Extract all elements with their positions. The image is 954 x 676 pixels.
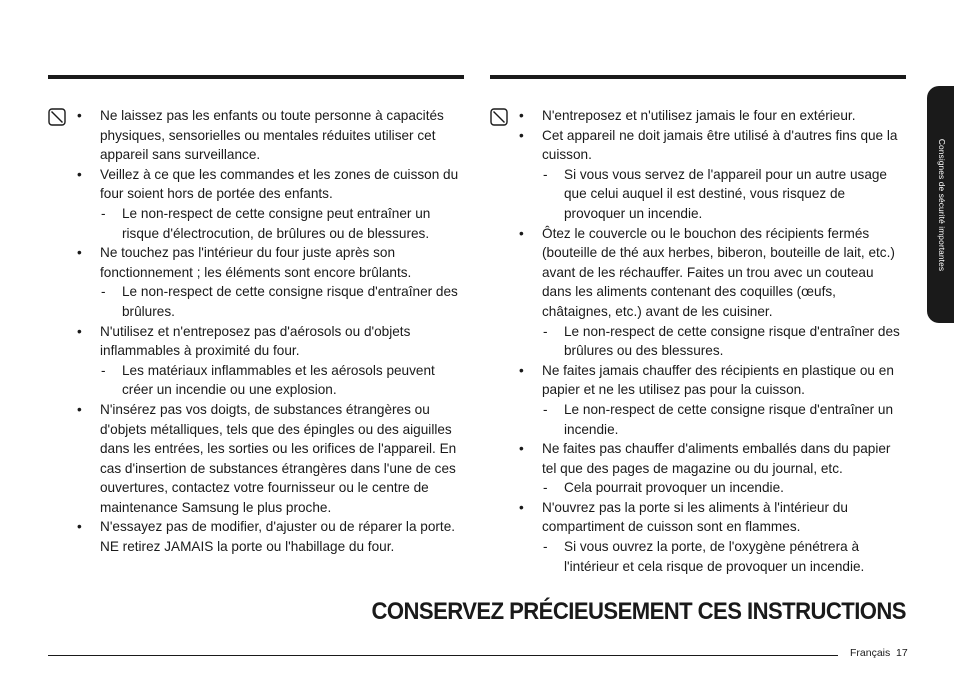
left-column-top-rule — [48, 75, 464, 79]
prohibited-icon — [490, 108, 508, 126]
right-column-top-rule — [490, 75, 906, 79]
prohibited-icon — [48, 108, 66, 126]
safety-list-right — [518, 106, 906, 576]
bullet-item — [76, 400, 464, 518]
sub-item: - Si vous vous servez de l'appareil pour un autre usage que celui auquel il est destiné, vous risquez de provoquer un incendie. — [542, 165, 906, 224]
sub-item: - Cela pourrait provoquer un incendie. — [542, 478, 906, 498]
bullet-text: Ôtez le couvercle ou le bouchon des récipients fermés (bouteille de thé aux herbes, biberon, bouteille de lait, etc.) avant de les réchauffer. Faites un trou avec un couteau dans les aliments contenant des coquilles (œufs, châtaignes, etc.) avant de les cuisiner. — [542, 225, 895, 319]
sub-list — [100, 204, 464, 243]
bullet-text: Cet appareil ne doit jamais être utilisé à d'autres fins que la cuisson. — [542, 127, 898, 163]
bullet-text: N'insérez pas vos doigts, de substances étrangères ou d'objets métalliques, tels que des épingles ou des aiguilles dans les entrées, les sorties ou les orifices de l'appareil. En cas d'insertion de substances étrangères dans l'une de ces ouvertures, contactez votre fournisseur ou le centre de maintenance Samsung le plus proche. — [100, 401, 457, 515]
bullet-item — [518, 126, 906, 224]
sub-list — [542, 165, 906, 224]
sub-list — [542, 478, 906, 498]
bullet-item — [518, 498, 906, 576]
bullet-text: Ne laissez pas les enfants ou toute personne à capacités physiques, sensorielles ou mentales réduites utiliser cet appareil sans surveillance. — [100, 108, 444, 163]
sub-list — [542, 537, 906, 576]
sub-item: - Les matériaux inflammables et les aérosols peuvent créer un incendie ou une explosion. — [100, 361, 464, 400]
bullet-item — [76, 322, 464, 400]
footer-language: Français — [850, 647, 891, 659]
sub-list — [100, 282, 464, 321]
bullet-item — [76, 243, 464, 321]
bullet-item — [76, 517, 464, 556]
footer-rule — [48, 655, 838, 656]
bullet-item — [518, 439, 906, 498]
sub-list — [542, 322, 906, 361]
sub-item: - Le non-respect de cette consigne peut entraîner un risque d'électrocution, de brûlures ou de blessures. — [100, 204, 464, 243]
sub-item: - Le non-respect de cette consigne risque d'entraîner un incendie. — [542, 400, 906, 439]
bullet-text: Ne faites pas chauffer d'aliments emballés dans du papier tel que des pages de magazine ou du journal, etc. — [542, 441, 891, 476]
bullet-item — [518, 361, 906, 439]
bullet-text: N'utilisez et n'entreposez pas d'aérosols ou d'objets inflammables à proximité du four. — [100, 323, 411, 359]
page-number: 17 — [896, 647, 908, 659]
bullet-item — [518, 224, 906, 361]
safety-list-left — [76, 106, 464, 557]
bullet-item — [76, 106, 464, 165]
bullet-item — [518, 106, 906, 126]
section-side-tab — [927, 86, 954, 323]
bullet-text: N'essayez pas de modifier, d'ajuster ou de réparer la porte. NE retirez JAMAIS la porte ou l'habillage du four. — [100, 519, 456, 555]
sub-item: - Le non-respect de cette consigne risque d'entraîner des brûlures. — [100, 282, 464, 321]
sub-item: - Si vous ouvrez la porte, de l'oxygène pénétrera à l'intérieur et cela risque de provoquer un incendie. — [542, 537, 906, 576]
sub-list — [542, 400, 906, 439]
bullet-text: Veillez à ce que les commandes et les zones de cuisson du four soient hors de portée des enfants. — [100, 166, 459, 202]
side-tab-label: Consignes de sécurité importantes — [937, 138, 947, 271]
bullet-text: N'ouvrez pas la porte si les aliments à l'intérieur du compartiment de cuisson sont en flammes. — [542, 499, 848, 535]
sub-item: - Le non-respect de cette consigne risque d'entraîner des brûlures ou des blessures. — [542, 322, 906, 361]
bullet-text: Ne touchez pas l'intérieur du four juste après son fonctionnement ; les éléments sont encore brûlants. — [100, 245, 412, 280]
bullet-item — [76, 165, 464, 243]
bullet-text: Ne faites jamais chauffer des récipients en plastique ou en papier et ne les utilisez pas pour la cuisson. — [542, 362, 894, 398]
page-heading: CONSERVEZ PRÉCIEUSEMENT CES INSTRUCTIONS — [371, 598, 906, 625]
bullet-text: N'entreposez et n'utilisez jamais le four en extérieur. — [542, 108, 856, 123]
right-column — [518, 106, 906, 576]
left-column — [76, 106, 464, 557]
sub-list — [100, 361, 464, 400]
